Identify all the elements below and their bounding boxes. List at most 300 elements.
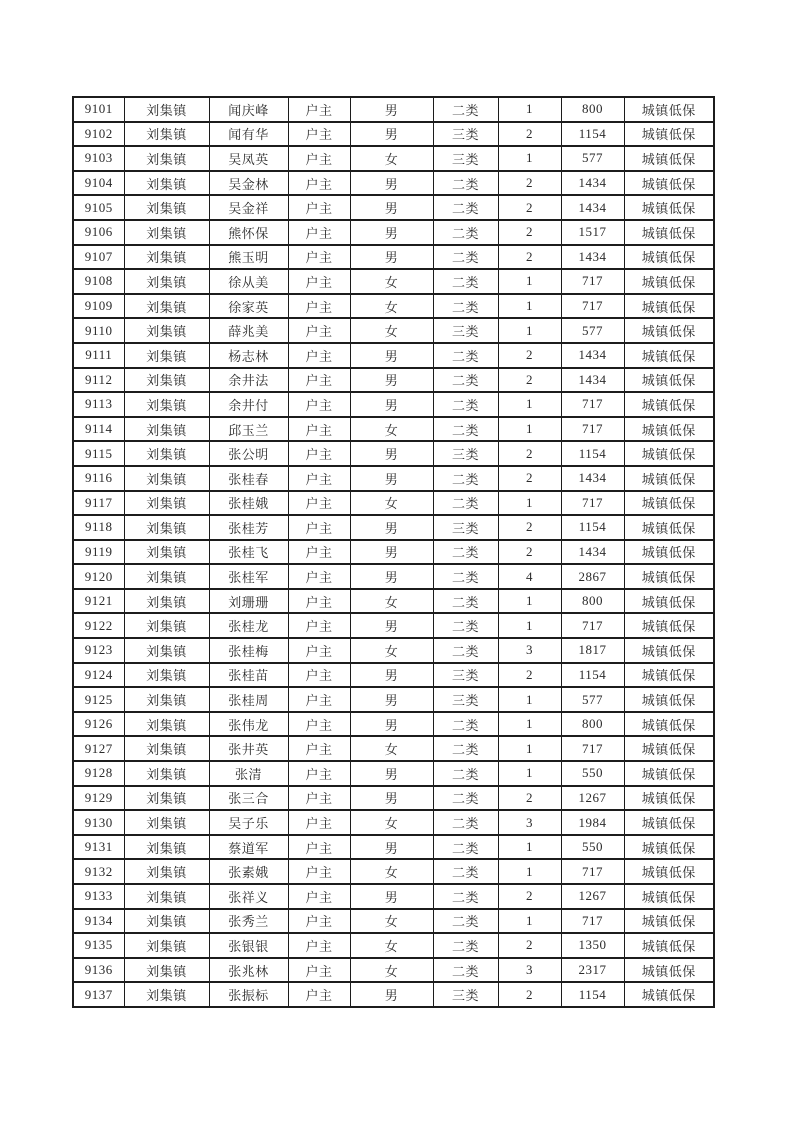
cell-person-count: 1 xyxy=(498,491,561,516)
cell-householder: 户主 xyxy=(288,909,350,934)
cell-town: 刘集镇 xyxy=(124,97,209,122)
cell-householder: 户主 xyxy=(288,245,350,270)
cell-name: 熊玉明 xyxy=(209,245,288,270)
cell-subsidy-type: 城镇低保 xyxy=(624,835,714,860)
cell-householder: 户主 xyxy=(288,146,350,171)
cell-id: 9104 xyxy=(73,171,124,196)
cell-town: 刘集镇 xyxy=(124,540,209,565)
cell-householder: 户主 xyxy=(288,491,350,516)
cell-name: 张井英 xyxy=(209,736,288,761)
table-row xyxy=(73,663,714,688)
cell-town: 刘集镇 xyxy=(124,245,209,270)
cell-town: 刘集镇 xyxy=(124,318,209,343)
table-row xyxy=(73,589,714,614)
table-row xyxy=(73,909,714,934)
cell-category: 二类 xyxy=(433,195,498,220)
cell-id: 9129 xyxy=(73,786,124,811)
cell-householder: 户主 xyxy=(288,368,350,393)
cell-gender: 男 xyxy=(350,613,433,638)
cell-gender: 女 xyxy=(350,933,433,958)
cell-person-count: 3 xyxy=(498,638,561,663)
cell-gender: 男 xyxy=(350,761,433,786)
cell-householder: 户主 xyxy=(288,663,350,688)
cell-subsidy-type: 城镇低保 xyxy=(624,564,714,589)
table-row xyxy=(73,294,714,319)
cell-gender: 女 xyxy=(350,294,433,319)
table-row xyxy=(73,687,714,712)
cell-householder: 户主 xyxy=(288,712,350,737)
cell-person-count: 2 xyxy=(498,466,561,491)
cell-person-count: 2 xyxy=(498,982,561,1007)
cell-town: 刘集镇 xyxy=(124,171,209,196)
table-row xyxy=(73,491,714,516)
table-row xyxy=(73,638,714,663)
cell-id: 9135 xyxy=(73,933,124,958)
cell-person-count: 2 xyxy=(498,933,561,958)
cell-amount: 577 xyxy=(561,687,624,712)
cell-id: 9126 xyxy=(73,712,124,737)
cell-subsidy-type: 城镇低保 xyxy=(624,269,714,294)
cell-amount: 1434 xyxy=(561,245,624,270)
cell-name: 张素娥 xyxy=(209,859,288,884)
cell-subsidy-type: 城镇低保 xyxy=(624,171,714,196)
cell-category: 三类 xyxy=(433,122,498,147)
cell-name: 余井付 xyxy=(209,392,288,417)
cell-person-count: 4 xyxy=(498,564,561,589)
cell-amount: 1817 xyxy=(561,638,624,663)
cell-gender: 女 xyxy=(350,958,433,983)
table-row xyxy=(73,859,714,884)
cell-person-count: 2 xyxy=(498,368,561,393)
cell-subsidy-type: 城镇低保 xyxy=(624,687,714,712)
cell-town: 刘集镇 xyxy=(124,810,209,835)
cell-name: 杨志林 xyxy=(209,343,288,368)
cell-id: 9110 xyxy=(73,318,124,343)
cell-category: 二类 xyxy=(433,958,498,983)
cell-name: 张三合 xyxy=(209,786,288,811)
table-row xyxy=(73,884,714,909)
cell-category: 三类 xyxy=(433,687,498,712)
cell-subsidy-type: 城镇低保 xyxy=(624,859,714,884)
cell-person-count: 1 xyxy=(498,417,561,442)
cell-id: 9127 xyxy=(73,736,124,761)
cell-id: 9105 xyxy=(73,195,124,220)
cell-name: 张振标 xyxy=(209,982,288,1007)
cell-subsidy-type: 城镇低保 xyxy=(624,491,714,516)
cell-gender: 男 xyxy=(350,368,433,393)
cell-name: 张桂龙 xyxy=(209,613,288,638)
cell-name: 张桂春 xyxy=(209,466,288,491)
cell-gender: 男 xyxy=(350,712,433,737)
cell-amount: 717 xyxy=(561,736,624,761)
table-body xyxy=(73,97,714,1007)
cell-person-count: 2 xyxy=(498,540,561,565)
cell-subsidy-type: 城镇低保 xyxy=(624,122,714,147)
table-row xyxy=(73,613,714,638)
cell-amount: 717 xyxy=(561,859,624,884)
cell-person-count: 2 xyxy=(498,515,561,540)
cell-category: 二类 xyxy=(433,933,498,958)
cell-subsidy-type: 城镇低保 xyxy=(624,909,714,934)
cell-amount: 800 xyxy=(561,97,624,122)
cell-town: 刘集镇 xyxy=(124,368,209,393)
cell-category: 二类 xyxy=(433,761,498,786)
cell-amount: 717 xyxy=(561,909,624,934)
cell-town: 刘集镇 xyxy=(124,761,209,786)
cell-town: 刘集镇 xyxy=(124,220,209,245)
cell-gender: 男 xyxy=(350,343,433,368)
cell-id: 9121 xyxy=(73,589,124,614)
cell-householder: 户主 xyxy=(288,687,350,712)
cell-householder: 户主 xyxy=(288,318,350,343)
cell-name: 徐家英 xyxy=(209,294,288,319)
cell-id: 9136 xyxy=(73,958,124,983)
table-row xyxy=(73,761,714,786)
cell-person-count: 2 xyxy=(498,220,561,245)
cell-subsidy-type: 城镇低保 xyxy=(624,318,714,343)
cell-name: 张秀兰 xyxy=(209,909,288,934)
cell-person-count: 1 xyxy=(498,761,561,786)
cell-subsidy-type: 城镇低保 xyxy=(624,368,714,393)
cell-householder: 户主 xyxy=(288,958,350,983)
cell-subsidy-type: 城镇低保 xyxy=(624,417,714,442)
cell-category: 二类 xyxy=(433,417,498,442)
cell-gender: 女 xyxy=(350,859,433,884)
cell-person-count: 2 xyxy=(498,786,561,811)
table-row xyxy=(73,146,714,171)
cell-category: 二类 xyxy=(433,245,498,270)
cell-householder: 户主 xyxy=(288,269,350,294)
cell-gender: 男 xyxy=(350,122,433,147)
cell-amount: 1154 xyxy=(561,663,624,688)
cell-town: 刘集镇 xyxy=(124,122,209,147)
cell-category: 二类 xyxy=(433,392,498,417)
cell-amount: 1434 xyxy=(561,171,624,196)
cell-person-count: 2 xyxy=(498,122,561,147)
cell-category: 二类 xyxy=(433,909,498,934)
cell-id: 9109 xyxy=(73,294,124,319)
cell-gender: 女 xyxy=(350,638,433,663)
cell-householder: 户主 xyxy=(288,220,350,245)
table-row xyxy=(73,417,714,442)
cell-amount: 1434 xyxy=(561,195,624,220)
cell-householder: 户主 xyxy=(288,884,350,909)
cell-category: 二类 xyxy=(433,171,498,196)
cell-name: 熊怀保 xyxy=(209,220,288,245)
cell-amount: 550 xyxy=(561,761,624,786)
cell-id: 9125 xyxy=(73,687,124,712)
table-row xyxy=(73,318,714,343)
cell-id: 9108 xyxy=(73,269,124,294)
cell-gender: 男 xyxy=(350,786,433,811)
cell-gender: 男 xyxy=(350,982,433,1007)
cell-householder: 户主 xyxy=(288,786,350,811)
cell-householder: 户主 xyxy=(288,761,350,786)
cell-householder: 户主 xyxy=(288,122,350,147)
cell-person-count: 3 xyxy=(498,958,561,983)
cell-name: 张兆林 xyxy=(209,958,288,983)
cell-gender: 男 xyxy=(350,884,433,909)
cell-gender: 女 xyxy=(350,810,433,835)
cell-gender: 女 xyxy=(350,417,433,442)
cell-category: 二类 xyxy=(433,97,498,122)
cell-town: 刘集镇 xyxy=(124,736,209,761)
cell-name: 吴金林 xyxy=(209,171,288,196)
cell-id: 9112 xyxy=(73,368,124,393)
cell-subsidy-type: 城镇低保 xyxy=(624,97,714,122)
cell-name: 张祥义 xyxy=(209,884,288,909)
cell-householder: 户主 xyxy=(288,859,350,884)
cell-householder: 户主 xyxy=(288,835,350,860)
table-row xyxy=(73,736,714,761)
cell-gender: 女 xyxy=(350,318,433,343)
cell-name: 张桂梅 xyxy=(209,638,288,663)
cell-town: 刘集镇 xyxy=(124,294,209,319)
cell-category: 二类 xyxy=(433,294,498,319)
cell-name: 张桂军 xyxy=(209,564,288,589)
table-row xyxy=(73,245,714,270)
cell-town: 刘集镇 xyxy=(124,589,209,614)
welfare-subsidy-table xyxy=(72,96,715,1008)
cell-householder: 户主 xyxy=(288,294,350,319)
cell-town: 刘集镇 xyxy=(124,146,209,171)
cell-category: 二类 xyxy=(433,786,498,811)
cell-town: 刘集镇 xyxy=(124,343,209,368)
cell-name: 闻庆峰 xyxy=(209,97,288,122)
cell-householder: 户主 xyxy=(288,466,350,491)
cell-id: 9115 xyxy=(73,441,124,466)
cell-town: 刘集镇 xyxy=(124,269,209,294)
cell-gender: 女 xyxy=(350,909,433,934)
cell-id: 9111 xyxy=(73,343,124,368)
cell-category: 二类 xyxy=(433,540,498,565)
cell-name: 吴金祥 xyxy=(209,195,288,220)
cell-id: 9102 xyxy=(73,122,124,147)
cell-town: 刘集镇 xyxy=(124,515,209,540)
cell-gender: 男 xyxy=(350,195,433,220)
cell-subsidy-type: 城镇低保 xyxy=(624,245,714,270)
cell-householder: 户主 xyxy=(288,638,350,663)
cell-town: 刘集镇 xyxy=(124,491,209,516)
cell-id: 9107 xyxy=(73,245,124,270)
cell-gender: 男 xyxy=(350,392,433,417)
cell-category: 二类 xyxy=(433,638,498,663)
cell-subsidy-type: 城镇低保 xyxy=(624,663,714,688)
cell-gender: 男 xyxy=(350,245,433,270)
cell-subsidy-type: 城镇低保 xyxy=(624,146,714,171)
cell-category: 二类 xyxy=(433,884,498,909)
cell-category: 二类 xyxy=(433,368,498,393)
cell-amount: 1154 xyxy=(561,515,624,540)
cell-subsidy-type: 城镇低保 xyxy=(624,761,714,786)
table-row xyxy=(73,810,714,835)
cell-category: 二类 xyxy=(433,589,498,614)
table-row xyxy=(73,958,714,983)
cell-amount: 1350 xyxy=(561,933,624,958)
cell-householder: 户主 xyxy=(288,564,350,589)
cell-amount: 2317 xyxy=(561,958,624,983)
cell-id: 9137 xyxy=(73,982,124,1007)
cell-name: 吴子乐 xyxy=(209,810,288,835)
cell-category: 二类 xyxy=(433,269,498,294)
table-row xyxy=(73,933,714,958)
cell-id: 9132 xyxy=(73,859,124,884)
cell-subsidy-type: 城镇低保 xyxy=(624,220,714,245)
cell-gender: 男 xyxy=(350,97,433,122)
cell-person-count: 1 xyxy=(498,835,561,860)
cell-amount: 717 xyxy=(561,491,624,516)
cell-amount: 717 xyxy=(561,269,624,294)
cell-amount: 1434 xyxy=(561,368,624,393)
cell-name: 闻有华 xyxy=(209,122,288,147)
cell-id: 9130 xyxy=(73,810,124,835)
cell-town: 刘集镇 xyxy=(124,786,209,811)
cell-subsidy-type: 城镇低保 xyxy=(624,343,714,368)
cell-id: 9134 xyxy=(73,909,124,934)
cell-person-count: 1 xyxy=(498,687,561,712)
cell-gender: 男 xyxy=(350,540,433,565)
cell-category: 二类 xyxy=(433,712,498,737)
table-row xyxy=(73,712,714,737)
cell-town: 刘集镇 xyxy=(124,564,209,589)
table-row xyxy=(73,220,714,245)
cell-name: 张伟龙 xyxy=(209,712,288,737)
cell-category: 二类 xyxy=(433,343,498,368)
cell-gender: 男 xyxy=(350,441,433,466)
cell-gender: 男 xyxy=(350,515,433,540)
cell-name: 吴凤英 xyxy=(209,146,288,171)
cell-amount: 1984 xyxy=(561,810,624,835)
cell-town: 刘集镇 xyxy=(124,933,209,958)
cell-householder: 户主 xyxy=(288,392,350,417)
cell-id: 9120 xyxy=(73,564,124,589)
cell-category: 三类 xyxy=(433,441,498,466)
cell-gender: 男 xyxy=(350,663,433,688)
cell-subsidy-type: 城镇低保 xyxy=(624,589,714,614)
table-row xyxy=(73,195,714,220)
cell-amount: 1434 xyxy=(561,343,624,368)
cell-id: 9124 xyxy=(73,663,124,688)
cell-category: 二类 xyxy=(433,220,498,245)
cell-person-count: 1 xyxy=(498,909,561,934)
cell-id: 9123 xyxy=(73,638,124,663)
cell-amount: 717 xyxy=(561,417,624,442)
cell-category: 二类 xyxy=(433,466,498,491)
cell-subsidy-type: 城镇低保 xyxy=(624,933,714,958)
cell-town: 刘集镇 xyxy=(124,441,209,466)
cell-person-count: 1 xyxy=(498,589,561,614)
cell-gender: 男 xyxy=(350,564,433,589)
cell-town: 刘集镇 xyxy=(124,884,209,909)
cell-subsidy-type: 城镇低保 xyxy=(624,613,714,638)
cell-name: 薛兆美 xyxy=(209,318,288,343)
cell-person-count: 1 xyxy=(498,613,561,638)
cell-person-count: 2 xyxy=(498,441,561,466)
cell-category: 三类 xyxy=(433,318,498,343)
cell-category: 三类 xyxy=(433,982,498,1007)
cell-householder: 户主 xyxy=(288,195,350,220)
cell-subsidy-type: 城镇低保 xyxy=(624,736,714,761)
cell-town: 刘集镇 xyxy=(124,638,209,663)
cell-gender: 女 xyxy=(350,491,433,516)
cell-person-count: 2 xyxy=(498,245,561,270)
cell-town: 刘集镇 xyxy=(124,392,209,417)
cell-person-count: 1 xyxy=(498,712,561,737)
cell-gender: 男 xyxy=(350,835,433,860)
cell-gender: 男 xyxy=(350,220,433,245)
cell-town: 刘集镇 xyxy=(124,663,209,688)
cell-id: 9131 xyxy=(73,835,124,860)
cell-householder: 户主 xyxy=(288,613,350,638)
cell-id: 9118 xyxy=(73,515,124,540)
table-row xyxy=(73,786,714,811)
cell-name: 徐从美 xyxy=(209,269,288,294)
cell-name: 余井法 xyxy=(209,368,288,393)
cell-person-count: 1 xyxy=(498,859,561,884)
cell-amount: 1154 xyxy=(561,122,624,147)
cell-id: 9128 xyxy=(73,761,124,786)
cell-amount: 1154 xyxy=(561,441,624,466)
cell-id: 9113 xyxy=(73,392,124,417)
cell-amount: 550 xyxy=(561,835,624,860)
table-row xyxy=(73,982,714,1007)
cell-gender: 女 xyxy=(350,589,433,614)
cell-town: 刘集镇 xyxy=(124,613,209,638)
cell-name: 张银银 xyxy=(209,933,288,958)
cell-subsidy-type: 城镇低保 xyxy=(624,294,714,319)
cell-subsidy-type: 城镇低保 xyxy=(624,810,714,835)
cell-subsidy-type: 城镇低保 xyxy=(624,982,714,1007)
cell-person-count: 1 xyxy=(498,97,561,122)
cell-subsidy-type: 城镇低保 xyxy=(624,515,714,540)
table-row xyxy=(73,564,714,589)
cell-amount: 717 xyxy=(561,392,624,417)
table-row xyxy=(73,392,714,417)
cell-householder: 户主 xyxy=(288,171,350,196)
cell-person-count: 2 xyxy=(498,663,561,688)
cell-id: 9116 xyxy=(73,466,124,491)
cell-person-count: 2 xyxy=(498,195,561,220)
cell-town: 刘集镇 xyxy=(124,909,209,934)
cell-amount: 1517 xyxy=(561,220,624,245)
cell-town: 刘集镇 xyxy=(124,859,209,884)
cell-id: 9122 xyxy=(73,613,124,638)
cell-category: 二类 xyxy=(433,835,498,860)
cell-person-count: 1 xyxy=(498,146,561,171)
cell-id: 9103 xyxy=(73,146,124,171)
cell-amount: 1267 xyxy=(561,786,624,811)
cell-town: 刘集镇 xyxy=(124,958,209,983)
cell-category: 三类 xyxy=(433,146,498,171)
cell-id: 9133 xyxy=(73,884,124,909)
cell-householder: 户主 xyxy=(288,736,350,761)
cell-person-count: 1 xyxy=(498,736,561,761)
cell-gender: 男 xyxy=(350,171,433,196)
table-row xyxy=(73,269,714,294)
cell-name: 张清 xyxy=(209,761,288,786)
table-row xyxy=(73,466,714,491)
cell-householder: 户主 xyxy=(288,540,350,565)
table-row xyxy=(73,835,714,860)
cell-person-count: 2 xyxy=(498,343,561,368)
cell-subsidy-type: 城镇低保 xyxy=(624,638,714,663)
cell-name: 张桂芳 xyxy=(209,515,288,540)
cell-gender: 男 xyxy=(350,466,433,491)
cell-person-count: 2 xyxy=(498,171,561,196)
cell-subsidy-type: 城镇低保 xyxy=(624,958,714,983)
cell-householder: 户主 xyxy=(288,417,350,442)
cell-name: 张桂周 xyxy=(209,687,288,712)
